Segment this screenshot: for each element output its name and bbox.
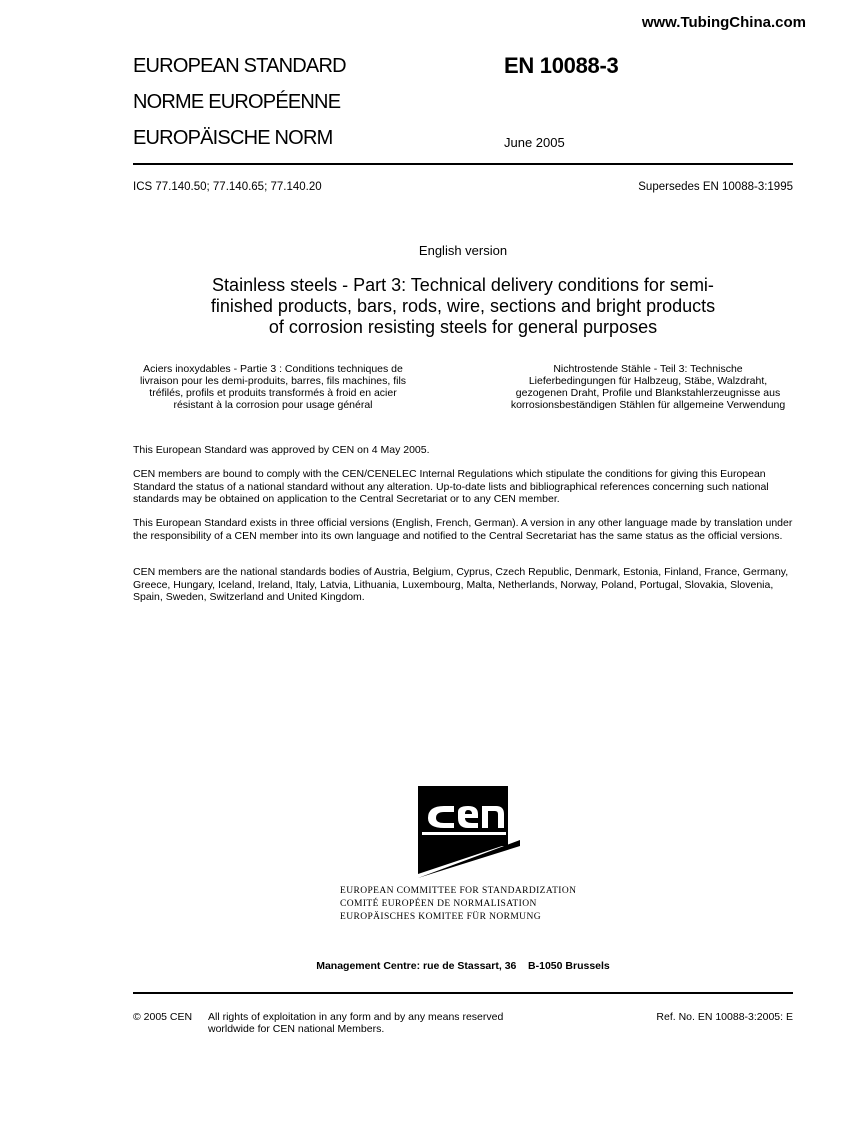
management-centre-address: Management Centre: rue de Stassart, 36 B-1050 Brussels	[316, 960, 610, 972]
rights-statement	[208, 1011, 538, 1035]
members-paragraph: CEN members are the national standards bodies of Austria, Belgium, Cyprus, Czech Republic, Denmark, Estonia, Finland, France, Germany, Greece, Hungary, Iceland, Ireland, Italy, Latvia, Lithuania, Luxembourg, Malta, Netherlands, Norway, Poland, Portugal, Slovakia, Slovenia, Spain, Sweden, Switzerland and United Kingdom.	[133, 566, 789, 603]
title-german-line: korrosionsbeständigen Stählen für allgemeine Verwendung	[510, 399, 786, 411]
reference-number: Ref. No. EN 10088-3:2005: E	[656, 1011, 793, 1023]
supersedes-note: Supersedes EN 10088-3:1995	[638, 181, 793, 193]
title-french-line: livraison pour les demi-produits, barres, fils machines, fils	[139, 375, 407, 387]
versions-paragraph: This European Standard exists in three official versions (English, French, German). A version in any other language made by translation under the responsibility of a CEN member into its own language and notified to the Central Secretariat has the same status as the official versions.	[133, 517, 793, 542]
ics-codes: ICS 77.140.50; 77.140.65; 77.140.20	[133, 181, 322, 193]
title-french-line: Aciers inoxydables - Partie 3 : Conditions techniques de	[143, 363, 403, 375]
rights-line: All rights of exploitation in any form and by any means reserved	[208, 1011, 504, 1023]
publication-date: June 2005	[504, 135, 565, 150]
language-version: English version	[418, 243, 508, 258]
document-title	[133, 275, 793, 338]
committee-name-fr: COMITÉ EUROPÉEN DE NORMALISATION	[340, 899, 537, 909]
title-line: Stainless steels - Part 3: Technical delivery conditions for semi-	[212, 275, 714, 295]
title-french-line: tréfilés, profils et produits transformés à froid en acier	[149, 387, 397, 399]
compliance-paragraph: CEN members are bound to comply with the CEN/CENELEC Internal Regulations which stipulate the conditions for giving this European Standard the status of a national standard without any alteration. Up-to-date lists and bibliographical references concerning such national standards may be obtained on application to the Central Secretariat or to any CEN member.	[133, 468, 769, 505]
website-url: www.TubingChina.com	[641, 14, 806, 31]
committee-names	[340, 885, 576, 924]
cen-logo-graphic	[410, 786, 530, 878]
header-divider	[133, 163, 793, 165]
title-german-line: Nichtrostende Stähle - Teil 3: Technische	[553, 363, 743, 375]
title-french	[133, 363, 413, 411]
committee-name-en: EUROPEAN COMMITTEE FOR STANDARDIZATION	[340, 886, 577, 896]
cen-logo	[410, 786, 530, 878]
title-german	[503, 363, 793, 411]
title-french-line: résistant à la corrosion pour usage général	[173, 399, 373, 411]
title-line: finished products, bars, rods, wire, sections and bright products	[210, 296, 716, 316]
standard-number: EN 10088-3	[504, 53, 619, 78]
title-line: of corrosion resisting steels for general purposes	[268, 317, 658, 337]
title-german-line: Lieferbedingungen für Halbzeug, Stäbe, Walzdraht,	[528, 375, 768, 387]
rights-line: worldwide for CEN national Members.	[208, 1023, 385, 1035]
standard-name-fr: NORME EUROPÉENNE	[133, 91, 341, 113]
committee-name-de: EUROPÄISCHES KOMITEE FÜR NORMUNG	[340, 912, 541, 922]
copyright-notice: © 2005 CEN	[133, 1011, 193, 1023]
standard-name-de: EUROPÄISCHE NORM	[133, 127, 333, 149]
standard-name-en: EUROPEAN STANDARD	[133, 55, 346, 77]
footer-divider	[133, 992, 793, 994]
approval-paragraph: This European Standard was approved by CEN on 4 May 2005.	[133, 444, 430, 456]
title-german-line: gezogenen Draht, Profile und Blankstahlerzeugnisse aus	[515, 387, 781, 399]
